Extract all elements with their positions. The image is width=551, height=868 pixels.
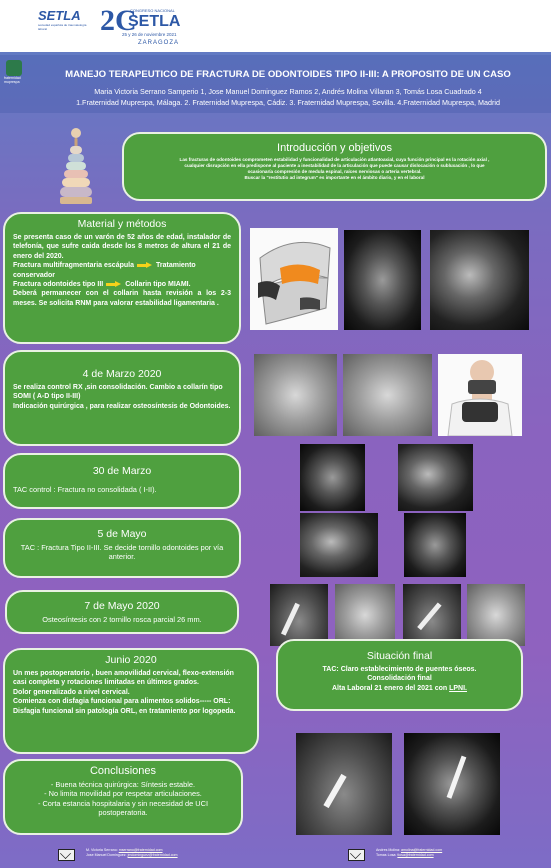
authors-affiliations: 1.Fraternidad Muprespa, Málaga. 2. Fraternidad Muprespa, Cádiz. 3. Fraternidad Muprespa, Sevilla. 4.Fraternidad Muprespa, Madrid xyxy=(76,98,500,107)
conclusions-section xyxy=(3,759,243,835)
setla-logo-text: SETLA xyxy=(38,8,81,23)
march-30-text: TAC control : Fractura no consolidada ( I-II). xyxy=(13,485,157,494)
march-4-heading: 4 de Marzo 2020 xyxy=(82,368,162,380)
xray-lateral xyxy=(254,354,337,436)
congress-number: 2C xyxy=(100,4,137,37)
xray-final-lateral xyxy=(296,733,392,835)
arrow-right-icon xyxy=(106,281,122,288)
stacking-toy-illustration xyxy=(60,128,92,206)
envelope-icon xyxy=(348,849,365,861)
somi-collar-photo xyxy=(438,354,522,436)
ct-final-sagittal xyxy=(404,733,500,835)
june-text-1: Un mes postoperatorio , buen amovilidad cervical, flexo-extensión casi completa y rotaciones limitadas en últimos grados. xyxy=(13,670,234,687)
june-section xyxy=(3,648,259,754)
footer-contacts-right xyxy=(376,848,442,858)
congress-name: SETLA xyxy=(128,13,181,30)
envelope-icon xyxy=(58,849,75,861)
material-heading: Material y métodos xyxy=(77,218,167,230)
march-4-text-2: Indicación quirúrgica , para realizar osteosíntesis de Odontoides. xyxy=(13,402,231,410)
ct-may-5-sagittal xyxy=(404,513,466,577)
odontoid-fracture: Fractura odontoides tipo III xyxy=(13,281,104,289)
june-text-3: Comienza con disfagia funcional para alimentos solidos----- ORL: Disfagia funcional sin patología ORL, en tratamiento por logopeda. xyxy=(13,698,236,715)
intro-section xyxy=(122,132,547,201)
xray-ap xyxy=(343,354,432,436)
contact-name: M. Victoria Serrano: xyxy=(86,848,118,852)
may-7-section xyxy=(5,590,239,634)
conclusion-item: - Corta estancia hospitalaria y sin necesidad de UCI postoperatoria. xyxy=(37,798,209,818)
may-5-heading: 5 de Mayo xyxy=(97,528,147,540)
ct-march-30-sagittal xyxy=(300,444,365,511)
material-odontoid xyxy=(13,280,231,289)
ct-scan-coronal xyxy=(430,230,529,330)
scapula-treatment: Tratamiento conservador xyxy=(13,262,196,279)
contact-email[interactable]: jmdominguez@fraternidad.com xyxy=(127,853,178,857)
scapula-fracture: Fractura multifragmentaria escápula xyxy=(13,262,134,270)
material-scapula xyxy=(13,261,231,280)
congress-city: ZARAGOZA xyxy=(138,40,180,46)
congress-label: CONGRESO NACIONAL xyxy=(130,8,175,13)
material-followup: Deberá permanecer con el collarin hasta revisión a los 2-3 meses. Se solicita RNM para valorar estabilidad ligamentaria . xyxy=(13,290,231,307)
final-lpni: LPNI. xyxy=(449,684,467,692)
intro-text-3: ocasionaría compresión de medula espinal, raíces nerviosas o arteria vertebral. xyxy=(247,169,422,174)
final-heading: Situación final xyxy=(366,650,433,662)
conclusion-item: - No limita movilidad por respetar articulaciones. xyxy=(44,789,202,799)
contact-name: Andres Molina: xyxy=(376,848,400,852)
ct-scan-sagittal xyxy=(344,230,421,330)
may-7-heading: 7 de Mayo 2020 xyxy=(84,600,160,612)
miami-collar-photo xyxy=(250,228,338,330)
june-heading: Junio 2020 xyxy=(105,654,157,666)
contact-email[interactable]: tlosa@fraternidad.com xyxy=(397,853,434,857)
congress-dates: 25 y 26 de noviembre 2021 xyxy=(122,32,177,37)
setla-logo xyxy=(38,8,88,48)
march-30-heading: 30 de Marzo xyxy=(92,465,152,477)
contact-name: Tomas Losa: xyxy=(376,853,397,857)
june-text-2: Dolor generalizado a nivel cervical. xyxy=(13,688,130,696)
may-5-section xyxy=(3,518,241,578)
final-text-1: TAC: Claro establecimiento de puentes óseos. xyxy=(322,666,477,673)
fraternidad-logo-icon xyxy=(6,60,22,76)
conclusion-item: - Buena técnica quirúrgica: Síntesis estable. xyxy=(50,780,196,789)
intro-text-4: Buscar la "restitutio ad integrum" es importante en el ámbito diario, y en el laboral xyxy=(244,175,425,180)
footer-contacts-left xyxy=(86,848,178,858)
authors-names: Maria Victoria Serrano Samperio 1, Jose Manuel Dominguez Ramos 2, Andrés Molina Villaran 3, Tomás Losa Cuadrado 4 xyxy=(94,87,482,96)
march-4-section xyxy=(3,350,241,446)
fraternidad-logo xyxy=(4,60,26,90)
march-30-section xyxy=(3,453,241,509)
poster-title: MANEJO TERAPEUTICO DE FRACTURA DE ODONTOIDES TIPO II-III: A PROPOSITO DE UN CASO xyxy=(65,69,511,80)
xray-screw-4 xyxy=(467,584,525,646)
intro-text-2: cualquier disrupción en ella predispone al paciente a inestabilidad de la articulación que puede causar dislocación o subluxación , lo que xyxy=(184,163,485,168)
ct-march-30-coronal xyxy=(398,444,473,511)
odontoid-treatment: Collarin tipo MIAMI. xyxy=(125,281,191,289)
contact-name: Jose Manuel Dominguez: xyxy=(86,853,127,857)
conclusions-heading: Conclusiones xyxy=(89,765,157,777)
xray-screw-2 xyxy=(335,584,395,646)
contact-email[interactable]: mserrano@fraternidad.com xyxy=(118,848,163,852)
header-band xyxy=(0,0,551,52)
xray-screw-1 xyxy=(270,584,328,646)
congress-logo xyxy=(100,4,230,50)
arrow-right-icon xyxy=(137,262,153,269)
intro-heading: Introducción y objetivos xyxy=(277,142,392,154)
contact-email[interactable]: amolina@fraternidad.com xyxy=(400,848,443,852)
authors xyxy=(28,86,548,108)
final-text-3 xyxy=(286,684,513,693)
fraternidad-logo-text: fraternidad muprespa xyxy=(4,76,21,84)
intro-text-1: Las fracturas de odontoides comprometen estabilidad y funcionalidad de articulación atlantoaxial, cuya función principal es la rotación axial , xyxy=(179,157,490,162)
final-text-2: Consolidación final xyxy=(367,675,432,683)
may-5-text: TAC : Fractura Tipo II-III. Se decide tornillo odontoides por vía anterior. xyxy=(20,543,224,562)
setla-logo-subtitle: sociedad española de traumatología laboral xyxy=(38,23,87,31)
final-discharge: Alta Laboral 21 enero del 2021 con xyxy=(332,684,450,692)
ct-may-5-coronal xyxy=(300,513,378,577)
may-7-text: Osteosíntesis con 2 tornillo rosca parcial 26 mm. xyxy=(42,615,202,624)
march-4-text-1: Se realiza control RX ,sin consolidación. Cambio a collarín tipo SOMI ( A-D tipo II-III) xyxy=(13,384,223,401)
xray-screw-3 xyxy=(403,584,461,646)
material-section xyxy=(3,212,241,344)
final-situation-section xyxy=(276,639,523,711)
material-case: Se presenta caso de un varón de 52 años de edad, instalador de telefonía, que sufre caida desde los 8 metros de altura el 21 de enero del 2020. xyxy=(13,234,231,260)
